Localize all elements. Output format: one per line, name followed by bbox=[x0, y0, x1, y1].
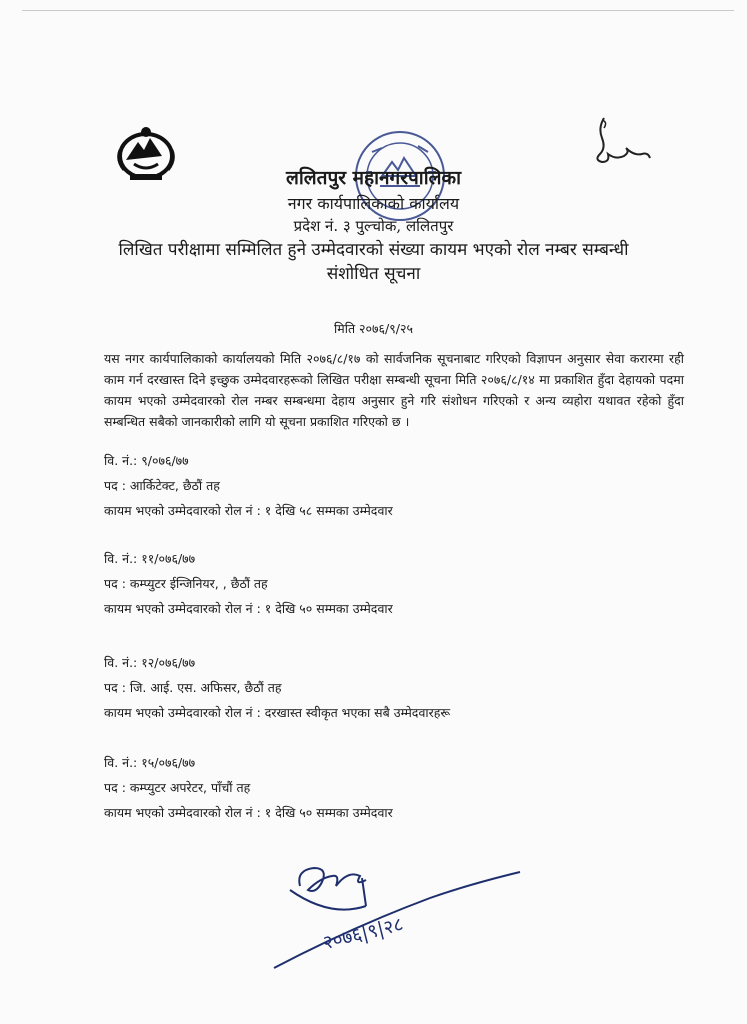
notice-title bbox=[0, 238, 747, 286]
roll-range: कायम भएको उम्मेदवारको रोल नं : १ देखि ५० सम्मका उम्मेदवार bbox=[104, 601, 393, 616]
post-name: पद : जि. आई. एस. अफिसर, छैठौं तह bbox=[104, 680, 282, 695]
top-border-line bbox=[22, 10, 734, 11]
initials-signature-icon bbox=[586, 114, 656, 170]
post-item bbox=[104, 546, 393, 621]
post-item bbox=[104, 750, 393, 825]
roll-range: कायम भएको उम्मेदवारको रोल नं : १ देखि ५८ सम्मका उम्मेदवार bbox=[104, 503, 393, 518]
post-name: पद : आर्किटेक्ट, छैठौं तह bbox=[104, 478, 220, 493]
roll-range: कायम भएको उम्मेदवारको रोल नं : १ देखि ५० सम्मका उम्मेदवार bbox=[104, 805, 393, 820]
notice-number: वि. नं.: ११/०७६/७७ bbox=[104, 551, 196, 566]
post-item bbox=[104, 650, 450, 725]
notice-body: यस नगर कार्यपालिकाको कार्यालयको मिति २०७६/८/१७ को सार्वजनिक सूचनाबाट गरिएको विज्ञापन अनुसार सेवा करारमा रही काम गर्न दरखास्त दिने इच्छुक उम्मेदवारहरूको लिखित परीक्षा सम्बन्धी सूचना मिति २०७६/८/१४ मा प्रकाशित हुँदा देहायको पदमा कायम भएको उम्मेदवारको रोल नम्बर सम्बन्धमा देहाय अनुसार हुने गरि संशोधन गरिएको र अन्य व्यहोरा यथावत रहेको हुँदा सम्बन्धित सबैको जानकारीको लागि यो सूचना प्रकाशित गरिएको छ । bbox=[104, 351, 684, 429]
notice-number: वि. नं.: ९/०७६/७७ bbox=[104, 453, 189, 468]
office-address: प्रदेश नं. ३ पुल्चोक, ललितपुर bbox=[293, 217, 454, 235]
notice-number: वि. नं.: १५/०७६/७७ bbox=[104, 755, 196, 770]
notice-title-line1: लिखित परीक्षामा सम्मिलित हुने उम्मेदवारको संख्या कायम भएको रोल नम्बर सम्बन्धी bbox=[118, 240, 629, 260]
post-item bbox=[104, 448, 393, 523]
post-name: पद : कम्प्युटर ईन्जिनियर, , छैठौं तह bbox=[104, 576, 268, 591]
notice-title-line2: संशोधित सूचना bbox=[326, 264, 421, 284]
roll-range: कायम भएको उम्मेदवारको रोल नं : दरखास्त स्वीकृत भएका सबै उम्मेदवारहरू bbox=[104, 705, 451, 720]
notice-date: मिति २०७६/९/२५ bbox=[334, 321, 413, 336]
signature-date: २०७६|९|२८ bbox=[320, 913, 406, 955]
office-subtitle: नगर कार्यपालिकाको कार्यालय bbox=[287, 194, 460, 213]
post-name: पद : कम्प्युटर अपरेटर, पाँचौं तह bbox=[104, 780, 251, 795]
notice-number: वि. नं.: १२/०७६/७७ bbox=[104, 655, 196, 670]
office-name: ललितपुर महानगरपालिका bbox=[285, 167, 462, 189]
